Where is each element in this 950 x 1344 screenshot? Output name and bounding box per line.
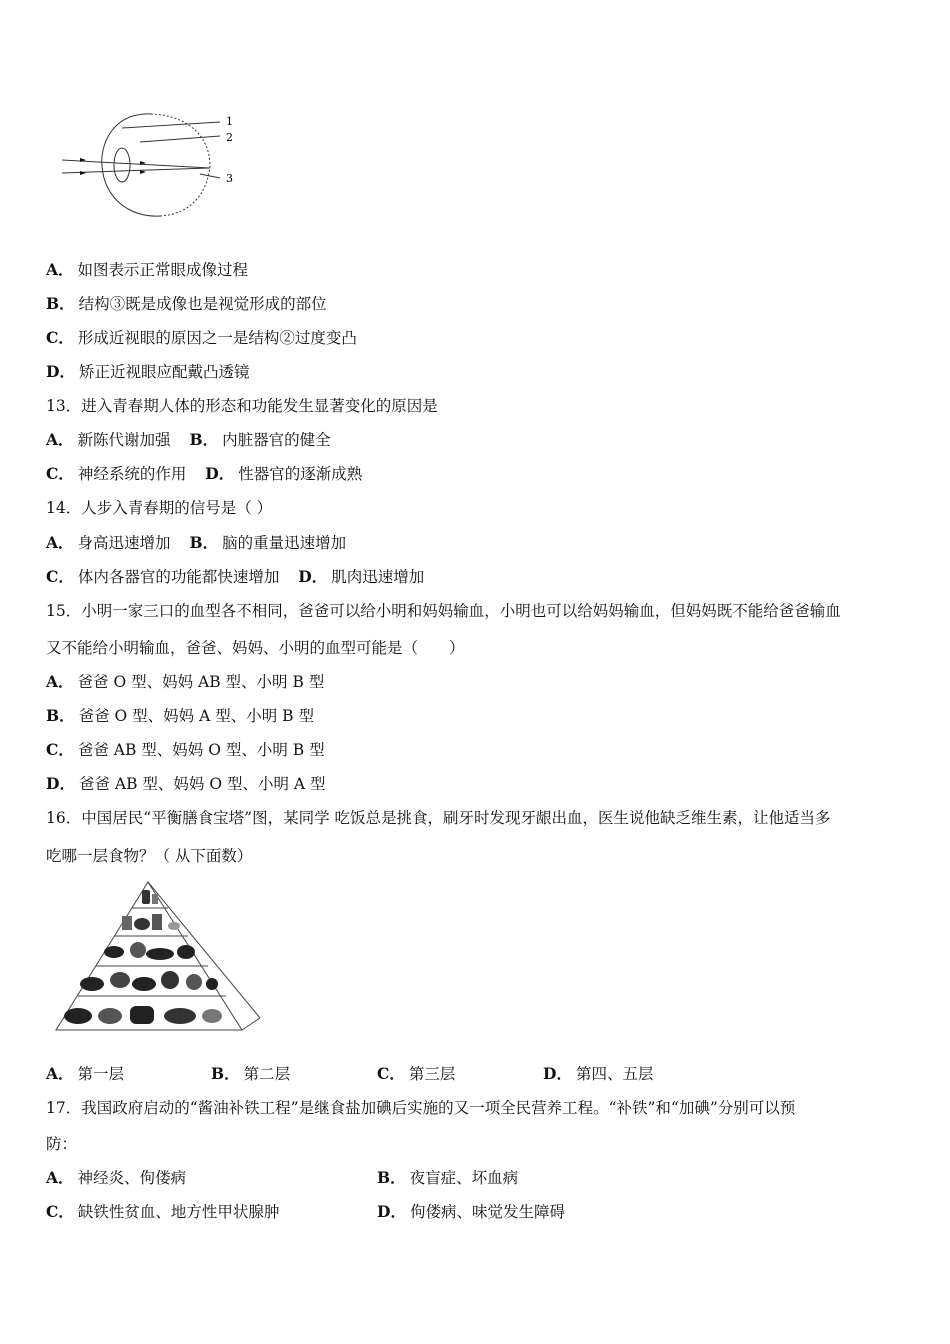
q17-stem-line1: 17．我国政府启动的“酱油补铁工程”是继食盐加碘后实施的又一项全民营养工程。“补铁”和“加碘”分别可以预 bbox=[46, 1099, 796, 1117]
eye-label-2: 2 bbox=[226, 131, 233, 144]
q14-options-row2: C． 体内各器官的功能都快速增加 D． 肌肉迅速增加 bbox=[46, 567, 425, 586]
q14-stem: 14．人步入青春期的信号是（ ） bbox=[46, 499, 273, 517]
q14-options-row1: A． 身高迅速增加 B． 脑的重量迅速增加 bbox=[46, 533, 347, 552]
pyramid-level-5-oil-salt bbox=[142, 890, 158, 904]
q15-option-b: B． 爸爸 O 型、妈妈 A 型、小明 B 型 bbox=[46, 706, 314, 725]
q12-option-c: C． 形成近视眼的原因之一是结构②过度变凸 bbox=[46, 328, 357, 347]
q17-option-a: A． 神经炎、佝偻病 bbox=[46, 1168, 187, 1187]
q15-option-c: C． 爸爸 AB 型、妈妈 O 型、小明 B 型 bbox=[46, 740, 325, 759]
eye-label-3: 3 bbox=[226, 172, 233, 185]
q12-option-d: D． 矫正近视眼应配戴凸透镜 bbox=[46, 362, 250, 381]
food-pyramid bbox=[52, 878, 264, 1038]
q16-option-b: B． 第二层 bbox=[211, 1064, 291, 1083]
eye-label-1: 1 bbox=[226, 115, 233, 128]
q13-stem: 13．进入青春期人体的形态和功能发生显著变化的原因是 bbox=[46, 397, 438, 415]
q15-stem-line2: 又不能给小明输血，爸爸、妈妈、小明的血型可能是（ ） bbox=[46, 639, 465, 657]
q16-option-d: D． 第四、五层 bbox=[543, 1064, 654, 1083]
pyramid-level-2-fruit-veg bbox=[80, 971, 218, 991]
q16-stem-line2: 吃哪一层食物？（ 从下面数） bbox=[46, 847, 253, 865]
q17-stem-line2: 防： bbox=[46, 1135, 78, 1153]
pyramid-level-4-dairy bbox=[122, 914, 180, 930]
q13-options-row1: A． 新陈代谢加强 B． 内脏器官的健全 bbox=[46, 430, 331, 449]
q12-option-b: B． 结构③既是成像也是视觉形成的部位 bbox=[46, 294, 327, 313]
q16-option-c: C． 第三层 bbox=[377, 1064, 456, 1083]
q12-option-a: A． 如图表示正常眼成像过程 bbox=[46, 260, 249, 279]
pyramid-level-1-grains bbox=[64, 1006, 222, 1024]
q15-stem-line1: 15．小明一家三口的血型各不相同，爸爸可以给小明和妈妈输血，小明也可以给妈妈输血，但妈妈既不能给爸爸输血 bbox=[46, 602, 841, 620]
q17-option-d: D． 佝偻病、味觉发生障碍 bbox=[377, 1202, 565, 1221]
q15-option-a: A． 爸爸 O 型、妈妈 AB 型、小明 B 型 bbox=[46, 672, 325, 691]
q13-options-row2: C． 神经系统的作用 D． 性器官的逐渐成熟 bbox=[46, 464, 363, 483]
pyramid-level-3-meat-fish bbox=[104, 942, 195, 960]
q15-option-d: D． 爸爸 AB 型、妈妈 O 型、小明 A 型 bbox=[46, 774, 326, 793]
eye-diagram bbox=[60, 108, 250, 223]
q16-stem-line1: 16．中国居民“平衡膳食宝塔”图，某同学 吃饭总是挑食，刷牙时发现牙龈出血，医生说他缺乏维生素，让他适当多 bbox=[46, 809, 831, 827]
q17-option-b: B． 夜盲症、坏血病 bbox=[377, 1168, 519, 1187]
q17-option-c: C． 缺铁性贫血、地方性甲状腺肿 bbox=[46, 1202, 280, 1221]
q16-option-a: A． 第一层 bbox=[46, 1064, 125, 1083]
